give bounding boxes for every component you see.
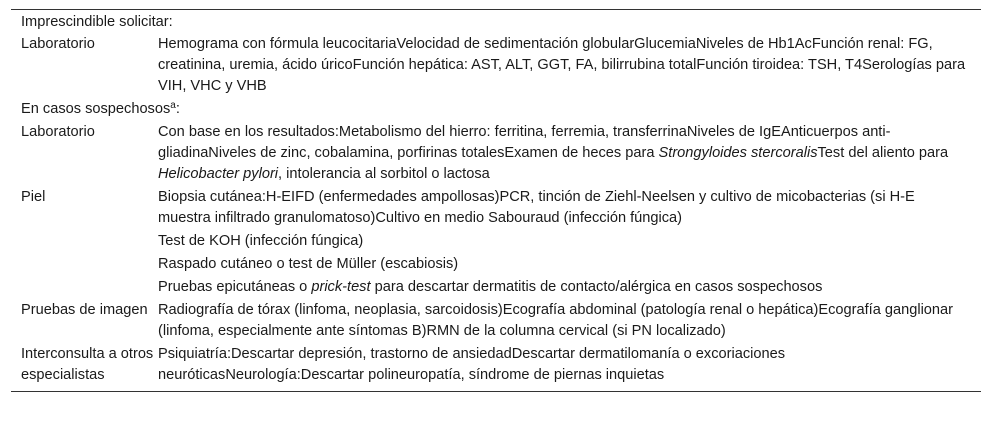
row-label: Piel (21, 189, 46, 205)
table-row (11, 276, 981, 299)
species-name: Helicobacter pylori (158, 166, 279, 182)
term-italic: prick-test (311, 279, 371, 295)
row-label-empty (11, 253, 158, 276)
table-bottom-rule (11, 391, 981, 392)
table-row (11, 33, 981, 98)
table-row (11, 253, 981, 276)
section-heading-text: Imprescindible solicitar: (21, 14, 173, 30)
row-content: Hemograma con fórmula leucocitariaVelocidad de sedimentación globularGlucemiaNiveles de Hb1AcFunción renal: FG, creatinina, uremia, ácido úricoFunción hepática: AST, ALT, GGT, FA, bilirrubina totalFunción tiroidea: TSH, T4Serologías para VIH, VHC y VHB (158, 36, 966, 94)
row-content: Test de KOH (infección fúngica) (158, 233, 364, 249)
row-content: Biopsia cutánea:H-EIFD (enfermedades ampollosas)PCR, tinción de Ziehl-Neelsen y cultivo de micobacterias (si H-E muestra infiltrado granulomatoso)Cultivo en medio Sabouraud (infección fúngica) (158, 189, 915, 226)
table-row (11, 121, 981, 186)
row-label: Pruebas de imagen (21, 302, 148, 318)
section-heading-colon: : (175, 101, 180, 117)
row-label-empty (11, 276, 158, 299)
tests-table-body (11, 10, 981, 391)
species-name: Strongyloides stercoralis (658, 145, 818, 161)
table-row (11, 299, 981, 343)
row-content: Raspado cutáneo o test de Müller (escabiosis) (158, 256, 459, 272)
diagnostic-tests-table (11, 9, 981, 392)
content-text: para descartar dermatitis de contacto/alérgica en casos sospechosos (370, 279, 823, 295)
row-content (158, 276, 981, 299)
row-label: Laboratorio (21, 36, 95, 52)
content-text: Pruebas epicutáneas o (158, 279, 312, 295)
content-text: , intolerancia al sorbitol o lactosa (278, 166, 490, 182)
content-text: Con base en los resultados:Metabolismo del hierro: ferritina, ferremia, transferrinaNiveles de IgEAnticuerpos anti-gliadinaNiveles de zinc, cobalamina, porfirinas totalesExamen de heces para (158, 124, 891, 161)
section-heading-required (11, 10, 981, 33)
section-heading-cell (11, 98, 981, 121)
table-row (11, 230, 981, 253)
table-row (11, 343, 981, 391)
content-text: Test del aliento para (817, 145, 949, 161)
row-label-empty (11, 230, 158, 253)
table-row (11, 186, 981, 230)
section-heading-text: En casos sospechosos (21, 101, 171, 117)
row-label: Laboratorio (21, 124, 95, 140)
row-content (158, 121, 981, 186)
row-content: Radiografía de tórax (linfoma, neoplasia, sarcoidosis)Ecografía abdominal (patología renal o hepática)Ecografía ganglionar (linfoma, especialmente ante síntomas B)RMN de la columna cervical (si PN localizado) (158, 302, 954, 339)
row-label: Interconsulta a otros especialistas (21, 346, 154, 383)
footnote-marker: a (170, 100, 176, 111)
section-heading-suspected (11, 98, 981, 121)
row-content: Psiquiatría:Descartar depresión, trastorno de ansiedadDescartar dermatilomanía o excoriaciones neuróticasNeurología:Descartar polineuropatía, síndrome de piernas inquietas (158, 346, 786, 383)
